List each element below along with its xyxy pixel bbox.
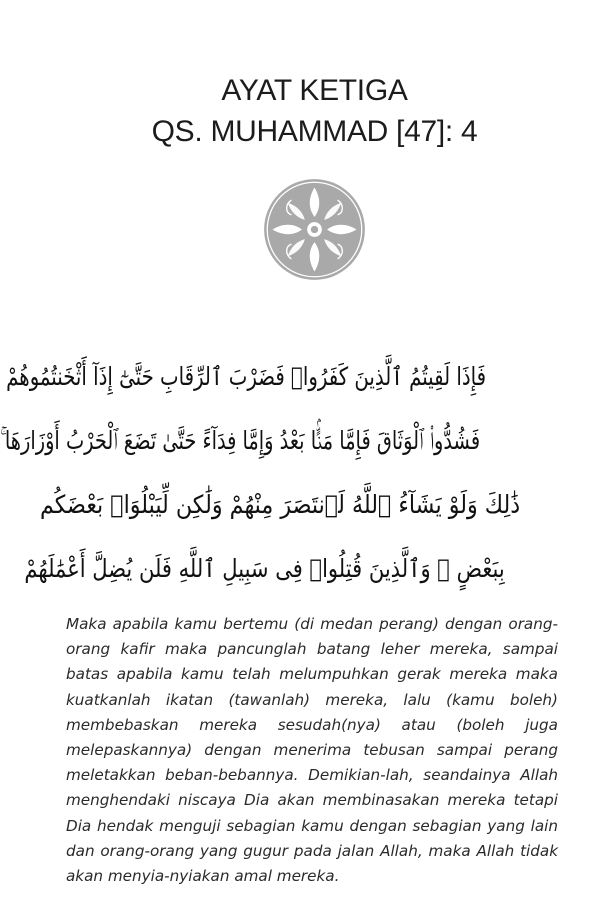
- page-title: AYAT KETIGA: [221, 74, 408, 107]
- surah-reference: QS. MUHAMMAD [47]: 4: [151, 115, 478, 148]
- verse-translation: Maka apabila kamu bertemu (di medan perang) dengan orang-orang kafir maka pancunglah batang leher mereka, sampai batas apabila kamu telah melumpuhkan gerak mereka maka kuatkanlah ikatan (tawanlah) mereka, lalu (kamu boleh) membebaskan mereka sesudah(nya) atau (boleh juga melepaskannya) dengan menerima tebusan sampai perang meletakkan beban-bebannya. Demikian-lah, seandainya Allah menghendaki niscaya Dia akan membinasakan mereka tetapi Dia hendak menguji sebagian kamu dengan sebagian yang lain dan orang-orang yang gugur pada jalan Allah, maka Allah tidak akan menyia-nyiakan amal mereka.: [66, 615, 558, 886]
- arabic-verse: [0, 345, 550, 601]
- arabic-line: ذَٰلِكَ وَلَوْ يَشَآءُ ٱللَّهُ لَٱنتَصَرَ مِنْهُمْ وَلَٰكِن لِّيَبْلُوَا۟ بَعْضَكُم: [39, 490, 521, 519]
- arabic-line: فَإِذَا لَقِيتُمُ ٱلَّذِينَ كَفَرُوا۟ فَضَرْبَ ٱلرِّقَابِ حَتَّىٰٓ إِذَآ أَثْخَنتُمُوهُمْ: [5, 362, 486, 391]
- floral-medallion-icon: [262, 177, 367, 282]
- arabic-line: بِبَعْضٍ ۗ وَٱلَّذِينَ قُتِلُوا۟ فِى سَبِيلِ ٱللَّهِ فَلَن يُضِلَّ أَعْمَٰلَهُمْ: [24, 554, 505, 583]
- arabic-line: فَشُدُّوا۟ ٱلْوَثَاقَ فَإِمَّا مَنًّۢا بَعْدُ وَإِمَّا فِدَآءً حَتَّىٰ تَضَعَ ٱلْحَرْبُ أَوْزَارَهَا ۚ: [0, 426, 480, 455]
